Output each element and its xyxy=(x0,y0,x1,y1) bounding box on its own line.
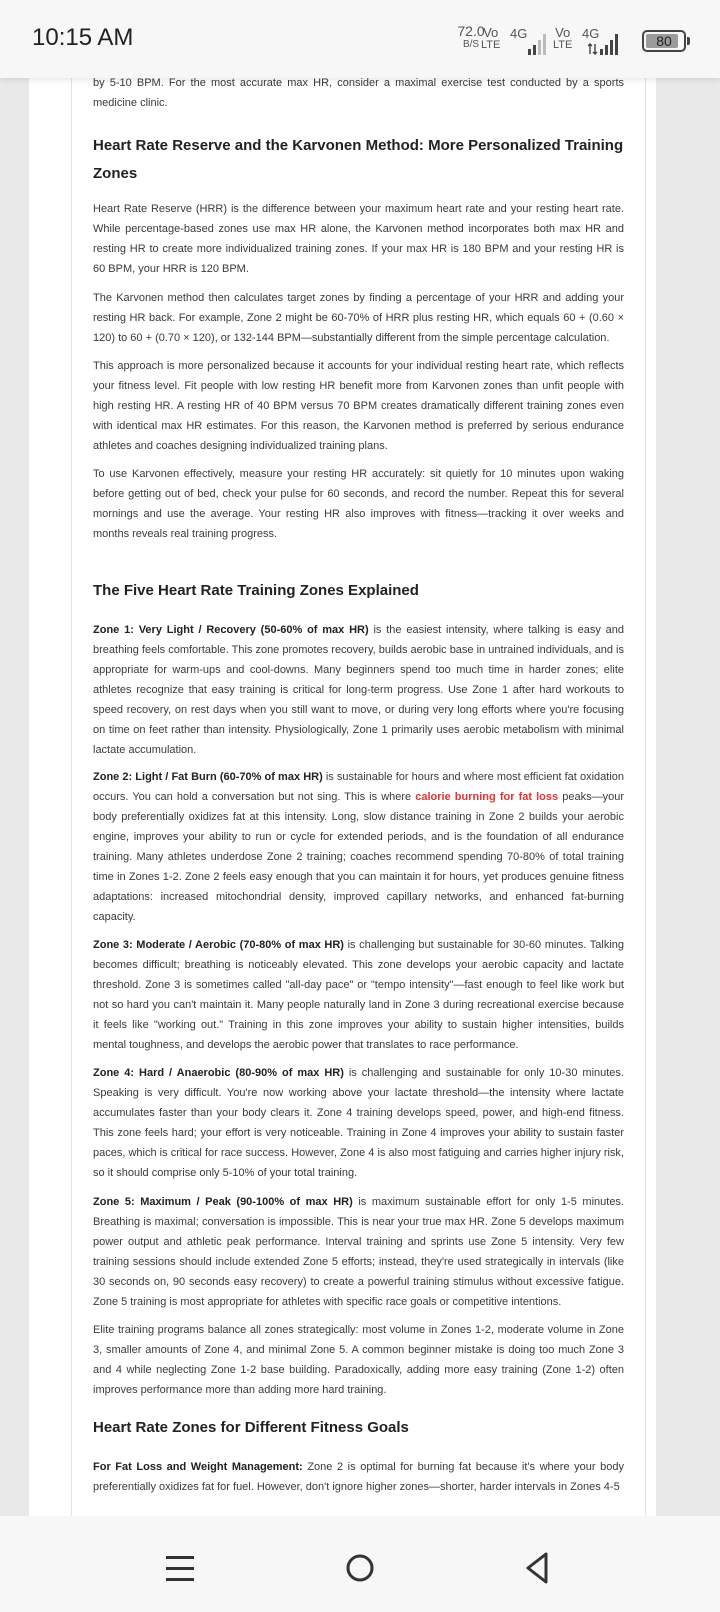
fitness-goals-heading: Heart Rate Zones for Different Fitness Goals xyxy=(93,1419,409,1436)
karvonen-paragraph-1: Heart Rate Reserve (HRR) is the difference between your maximum heart rate and your resting heart rate. While percentage-based zones use max HR alone, the Karvonen method incorporates both max HR and resting HR to create more individualized training zones. If your max HR is 180 BPM and your resting HR is 60 BPM, your HRR is 120 BPM. xyxy=(93,203,624,275)
zone-2-title: Zone 2: Light / Fat Burn (60-70% of max HR) xyxy=(93,771,323,783)
battery-level-text: 80 xyxy=(656,33,672,49)
karvonen-paragraph-2: The Karvonen method then calculates target zones by finding a percentage of your HRR and adding your resting HR back. For example, Zone 2 might be 60-70% of HRR plus resting HR, which equals 60 + (0.60 × 120) to 60 + (0.70 × 120), or 132-144 BPM—substantially different from the simple percentage calculation. xyxy=(93,292,624,344)
navigation-bar xyxy=(0,1516,720,1612)
status-bar: 10:15 AM 72.0 B/S Vo LTE 4G Vo LTE 4G 80 xyxy=(0,0,720,78)
zone-5-paragraph: Zone 5: Maximum / Peak (90-100% of max HR) is maximum sustainable effort for only 1-5 minutes. Breathing is maximal; conversation is impossible. This is near your true max HR. Zone 5 develops maximum power output and athletic peak performance. Interval training and sprints use Zone 5 intensity. Very few training sessions should include extended Zone 5 efforts; instead, they're used strategically in intervals (like 30 seconds on, 90 seconds easy recovery) to create a powerful training stimulus without excessive fatigue. Zone 5 training is most appropriate for athletes with specific race goals or competitive intentions. xyxy=(93,1196,624,1308)
back-button[interactable] xyxy=(516,1546,560,1590)
zone-1-title: Zone 1: Very Light / Recovery (50-60% of max HR) xyxy=(93,624,369,636)
network-speed-unit: B/S xyxy=(462,39,480,50)
back-triangle-icon xyxy=(516,1546,560,1590)
clock: 10:15 AM xyxy=(32,24,134,51)
zone-4-paragraph: Zone 4: Hard / Anaerobic (80-90% of max HR) is challenging and sustainable for only 10-30 minutes. Speaking is very difficult. You're now working above your lactate threshold—the intensity where lactate accumulates faster than your body clears it. Zone 4 training develops speed, power, and high-end fitness. This zone feels hard; your effort is very noticeable. Training in Zone 4 improves your ability to sustain faster paces, which is critical for race success. However, Zone 4 is also most fatiguing and carries higher injury risk, so it should comprise only 5-10% of your total training. xyxy=(93,1067,624,1179)
karvonen-paragraph-4: To use Karvonen effectively, measure your resting HR accurately: sit quietly for 10 minutes upon waking before getting out of bed, check your pulse for 60 seconds, and record the number. Repeat this for several mornings and use the average. Your resting HR also improves with fitness—tracking it over weeks and months reveals real training progress. xyxy=(93,468,624,540)
recent-apps-button[interactable] xyxy=(158,1546,202,1590)
battery-icon xyxy=(642,30,686,52)
sim1-volte-icon: Vo LTE xyxy=(481,25,501,51)
menu-icon xyxy=(158,1546,202,1590)
zones-heading: The Five Heart Rate Training Zones Explained xyxy=(93,582,419,599)
zone-5-title: Zone 5: Maximum / Peak (90-100% of max HR) xyxy=(93,1196,353,1208)
zone-1-paragraph: Zone 1: Very Light / Recovery (50-60% of max HR) is the easiest intensity, where talking is easy and breathing feels comfortable. This zone promotes recovery, builds aerobic base in untrained individuals, and is appropriate for warm-ups and cool-downs. Many beginners spend too much time in harder zones; elite athletes recognize that easy training is critical for long-term progress. Use Zone 1 after hard workouts to speed recovery, on rest days when you still want to move, or during very long efforts where you're focusing on time on feet rather than intensity. Physiologically, Zone 1 primarily uses aerobic metabolism with minimal lactate accumulation. xyxy=(93,624,624,756)
fat-loss-paragraph: For Fat Loss and Weight Management: Zone 2 is optimal for burning fat because it's where your body preferentially oxidizes fat for fuel. However, don't ignore higher zones—shorter, harder intervals in Zones 4-5 xyxy=(93,1461,624,1493)
calorie-burning-link[interactable]: calorie burning for fat loss xyxy=(415,791,559,803)
fat-loss-title: For Fat Loss and Weight Management: xyxy=(93,1461,303,1473)
karvonen-heading: Heart Rate Reserve and the Karvonen Method: More Personalized Training Zones xyxy=(93,137,624,182)
network-speed-value: 72.0 xyxy=(457,23,485,39)
sim2-volte-icon: Vo LTE xyxy=(553,25,573,51)
article-content[interactable] xyxy=(71,78,646,1516)
zone-3-title: Zone 3: Moderate / Aerobic (70-80% of max HR) xyxy=(93,939,344,951)
home-circle-icon xyxy=(338,1546,382,1590)
intro-tail-paragraph: by 5-10 BPM. For the most accurate max HR, consider a maximal exercise test conducted by a sports medicine clinic. xyxy=(93,78,624,109)
zone-3-paragraph: Zone 3: Moderate / Aerobic (70-80% of max HR) is challenging but sustainable for 30-60 minutes. Talking becomes difficult; breathing is noticeably elevated. This zone develops your aerobic capacity and lactate threshold. Zone 3 is sometimes called "all-day pace" or "tempo intensity"—fast enough to feel like work but not so hard you can't maintain it. Many people naturally land in Zone 3 during recreational exercise because it feels like "working out." Training in this zone improves your ability to sustain higher intensities, builds mental toughness, and develops the aerobic power that translates to race performance. xyxy=(93,939,624,1051)
zone-4-title: Zone 4: Hard / Anaerobic (80-90% of max HR) xyxy=(93,1067,344,1079)
home-button[interactable] xyxy=(338,1546,382,1590)
zone-2-paragraph: Zone 2: Light / Fat Burn (60-70% of max HR) is sustainable for hours and where most efficient fat oxidation occurs. You can hold a conversation but not sing. This is where calorie burning for fat loss peaks—your body preferentially oxidizes fat at this intensity. Long, slow distance training in Zone 2 builds your aerobic engine, improves your ability to run or cycle for extended periods, and is the foundation of all endurance training. Many athletes underdose Zone 2 training; coaches recommend spending 70-80% of total training time in Zones 1-2. Zone 2 feels easy enough that you can maintain it for hours, yet produces genuine fitness adaptations: increased mitochondrial density, improved capillary networks, and enhanced fat-burning capacity. xyxy=(93,771,624,923)
zones-balance-paragraph: Elite training programs balance all zones strategically: most volume in Zones 1-2, moderate volume in Zone 3, smaller amounts of Zone 4, and minimal Zone 5. A common beginner mistake is doing too much Zone 3 and 4 while neglecting Zone 1-2 base building. Paradoxically, adding more easy training (Zone 1-2) often improves performance more than adding more hard training. xyxy=(93,1324,624,1396)
karvonen-paragraph-3: This approach is more personalized because it accounts for your individual resting heart rate, which reflects your fitness level. Fit people with low resting HR benefit more from Karvonen zones than unfit people with high resting HR. A resting HR of 40 BPM versus 70 BPM creates dramatically different training zones even with identical max HR estimates. For this reason, the Karvonen method is preferred by serious endurance athletes and coaches designing individualized training plans. xyxy=(93,360,624,452)
